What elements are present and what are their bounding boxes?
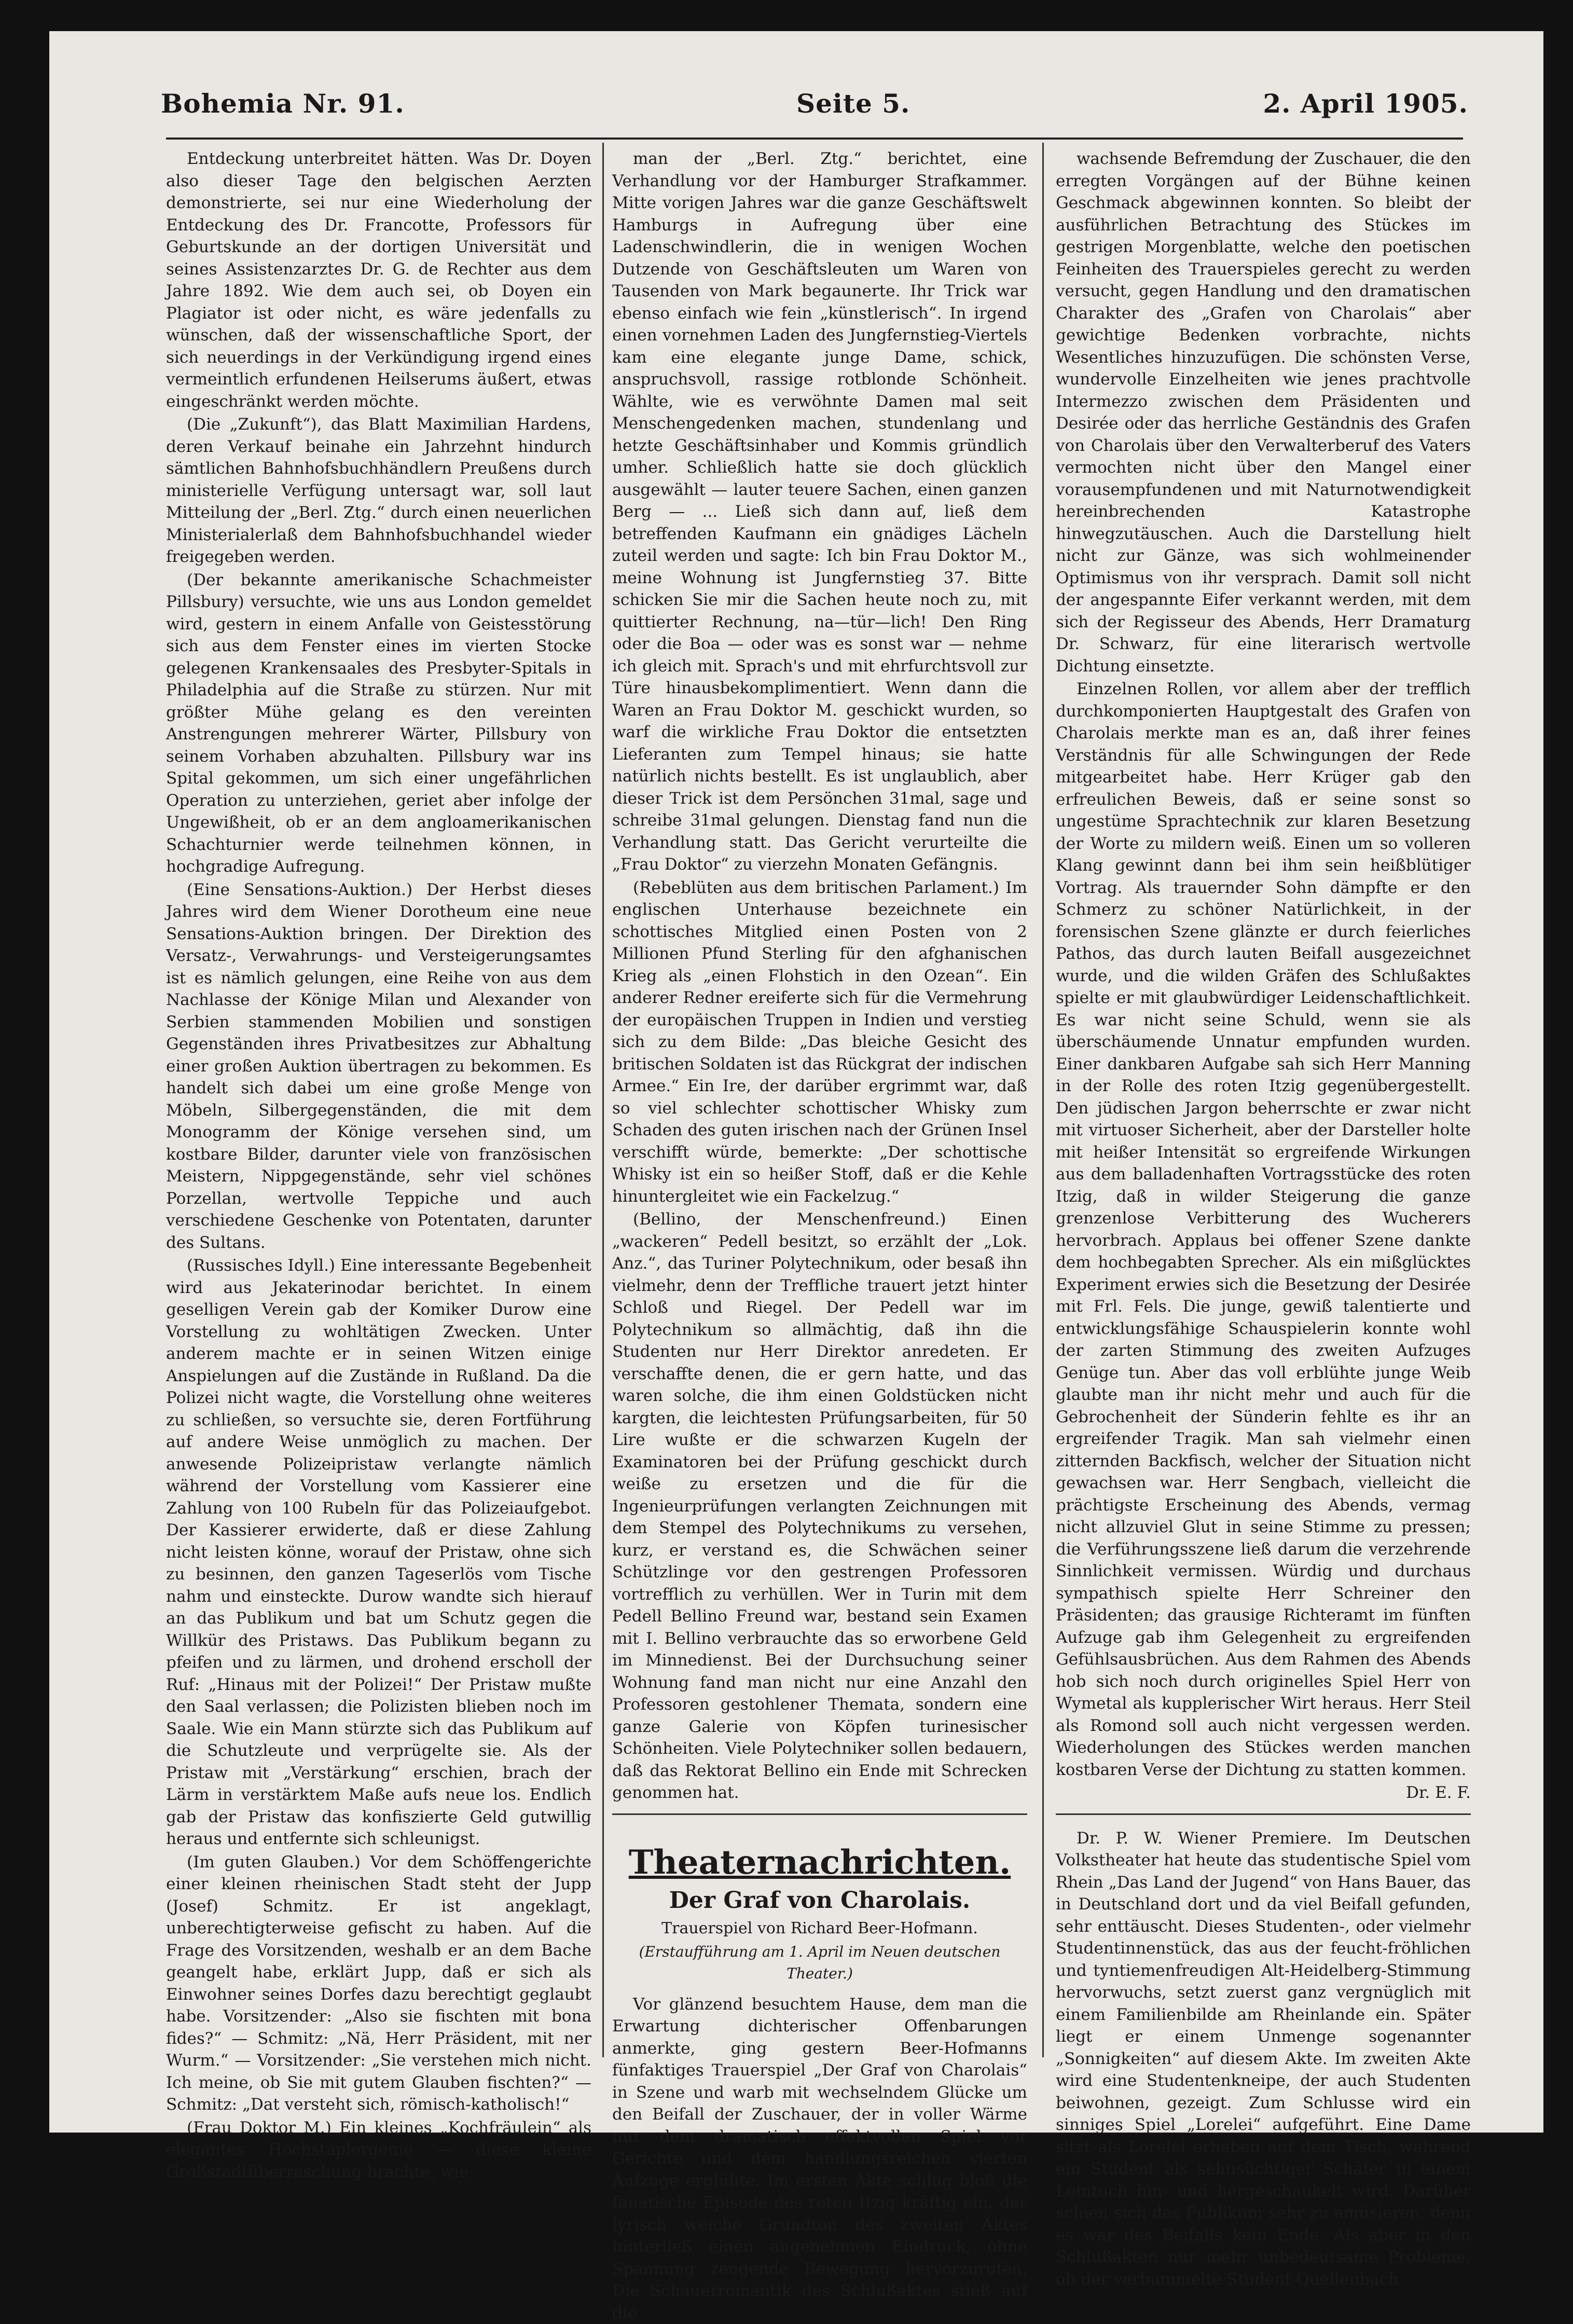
header-page-number: Seite 5. [796,88,910,119]
review-paragraph: Einzelnen Rollen, vor allem aber der trefflich durchkomponierten Hauptgestalt des Grafen von Charolais merkte man es an, daß ihrer feines Verständnis für alle Schwingungen der Rede mitgearbeitet habe. Herr Krüger gab den erfreulichen Beweis, daß er seine sonst so ungestüme Sprachtechnik zur klaren Besetzung der Worte zu mildern weiß. Einen um so volleren Klang gewinnt dann bei ihm sein heißblütiger Vortrag. Als trauernder Sohn dämpfte er den Schmerz zu schöner Natürlichkeit, in der forensischen Szene glänzte er durch feierliches Pathos, das durch lauten Beifall ausgezeichnet wurde, und die wilden Gräfen des Schlußaktes spielte er mit glaubwürdiger Leidenschaftlichkeit. Es war nicht seine Schuld, wenn sie als überschäumende Unnatur empfunden wurden. Einer dankbaren Aufgabe sah sich Herr Manning in der Rolle des roten Itzig gegenübergestellt. Den jüdischen Jargon beherrschte er zwar nicht mit virtuoser Sicherheit, aber der Darsteller holte mit heißer Intensität so ergreifende Wirkungen aus dem balladenhaften Vortragsstücke des roten Itzig, daß in wilder Steigerung die ganze grenzenlose Verbitterung des Wucherers hervorbrach. Applaus bei offener Szene dankte dem hochbegabten Sprecher. Als ein mißglücktes Experiment erwies sich die Besetzung der Desirée mit Frl. Fels. Die junge, gewiß talentierte und entwicklungsfähige Schauspielerin konnte wohl der zarten Stimmung des zweiten Aufzuges Genüge tun. Aber das voll erblühte junge Weib glaubte man ihr nicht mehr und auch für die Gebrochenheit der Sünderin fehlte es ihr an ergreifender Tragik. Man sah vielmehr einen zitternden Backfisch, welcher der Situation nicht gewachsen war. Herr Sengbach, vielleicht die prächtigste Erscheinung des Abends, vermag nicht allzuviel Glut in seine Stimme zu pressen; die Verführungsszene ließ darum die verzehrende Sinnlichkeit vermissen. Würdig und durchaus sympathisch spielte Herr Schreiner den Präsidenten; das grausige Richteramt im fünften Aufzuge gab ihm Gelegenheit zu ergreifenden Gefühlsausbrüchen. Aus dem Rahmen des Abends hob sich noch durch originelles Spiel Herr von Wymetal als kupplerischer Wirt heraus. Herr Steil als Romond soll auch nicht vergessen werden. Wiederholungen des Stückes werden manchen kostbaren Verse der Dichtung zu statten kommen. [1056,678,1471,1781]
article-paragraph: (Rebeblüten aus dem britischen Parlament.) Im englischen Unterhause bezeichnete ein schottisches Mitglied einen Posten von 2 Millionen Pfund Sterling für den afghanischen Krieg als „einen Flohstich in den Ozean“. Ein anderer Redner ereiferte sich für die Vermehrung der europäischen Truppen in Indien und verstieg sich zu dem Bilde: „Das bleiche Gesicht des britischen Soldaten ist das Rückgrat der indischen Armee.“ Ein Ire, der darüber ergrimmt war, daß so viel schlechter schottischer Whisky zum Schaden des guten irischen nach der Grünen Insel verschifft würde, bemerkte: „Der schottische Whisky ist ein so heißer Stoff, daß er die Kehle hinuntergleitet wie ein Fackelzug.“ [612,877,1027,1208]
column-1 [166,148,591,2068]
article-paragraph: man der „Berl. Ztg.“ berichtet, eine Verhandlung vor der Hamburger Strafkammer. Mitte vorigen Jahres war die ganze Geschäftswelt Hamburgs in Aufregung über eine Ladenschwindlerin, die in wenigen Wochen Dutzende von Geschäftsleuten um Waren von Tausenden von Mark begaunerte. Ihr Trick war ebenso einfach wie fein „künstlerisch“. In irgend einen vornehmen Laden des Jungfernstieg-Viertels kam eine elegante junge Dame, schick, anspruchsvoll, rassige rotblonde Schönheit. Wählte, wie es verwöhnte Damen mal seit Menschengedenken machen, stundenlang und hetzte Geschäftsinhaber und Kommis gründlich umher. Schließlich hatte sie doch glücklich ausgewählt — lauter teuere Sachen, einen ganzen Berg — ... Ließ sich dann auf, ließ dem betreffenden Kaufmann ein gnädiges Lächeln zuteil werden und sagte: Ich bin Frau Doktor M., meine Wohnung ist Jungfernstieg 37. Bitte schicken Sie mir die Sachen heute noch zu, mit quittierter Rechnung, na—tür—lich! Den Ring oder die Boa — oder was es sonst war — nehme ich gleich mit. Sprach's und mit ehrfurchtsvoll zur Türe hinausbekomplimentiert. Wenn dann die Waren an Frau Doktor M. geschickt wurden, so warf die wirkliche Frau Doktor die entsetzten Lieferanten zum Tempel hinaus; sie hatte natürlich nichts bestellt. Es ist unglaublich, aber dieser Trick ist dem Persönchen 31mal, sage und schreibe 31mal gelungen. Dienstag fand nun die Verhandlung statt. Das Gericht verurteilte die „Frau Doktor“ zu vierzehn Monaten Gefängnis. [612,148,1027,876]
article-paragraph: (Der bekannte amerikanische Schachmeister Pillsbury) versuchte, wie uns aus London gemeldet wird, gestern in einem Anfalle von Geistesstörung sich aus dem Fenster eines im vierten Stocke gelegenen Krankensaales des Presbyter-Spitals in Philadelphia auf die Straße zu stürzen. Nur mit größter Mühe gelang es den vereinten Anstrengungen mehrerer Wärter, Pillsbury von seinem Vorhaben abzuhalten. Pillsbury war ins Spital gekommen, um sich einer ungefährlichen Operation zu unterziehen, geriet aber infolge der Ungewißheit, ob er an dem angloamerikanischen Schachturnier werde teilnehmen können, in hochgradige Aufregung. [166,569,591,878]
column-2 [612,148,1027,2068]
play-subtitle: Trauerspiel von Richard Beer-Hofmann. [612,1918,1027,1940]
article-paragraph: Dr. P. W. Wiener Premiere. Im Deutschen Volkstheater hat heute das studentische Spiel vom Rhein „Das Land der Jugend“ von Hans Bauer, das in Deutschland dort und da viel Beifall gefunden, sehr enttäuscht. Dieses Studenten-, oder vielmehr Studentinnenstück, das aus der feucht-fröhlichen und tyntiemenfreudigen Alt-Heidelberg-Stimmung hervorwuchs, setzt zuerst ganz vergnüglich mit einem Familienbilde am Rheinlande ein. Später liegt er einem Unmenge sogenannter „Sonnigkeiten“ auf diesem Akte. Im zweiten Akte wird eine Studentenkneipe, der auch Studenten beiwohnen, gezeigt. Zum Schlusse wird ein sinniges Spiel „Lorelei“ aufgeführt. Eine Dame sitzt als Lorelei erhaben auf dem Tisch, während ein Student als sehnsüchtiger Schäfer in einem Leintuch hin- und hergeschaukelt wird. Darüber schien sich das Publikum sehr zu amüsieren, denn es war des Beifalls kein Ende. Als aber in den Schlußakten nur mehr unbedeutsame Probleme, ob der verbummelte Student Quellenbach [1056,1827,1471,2291]
page-header [161,88,1468,135]
play-title: Der Graf von Charolais. [612,1890,1027,1912]
article-paragraph: (Bellino, der Menschenfreund.) Einen „wackeren“ Pedell besitzt, so erzählt der „Lok. Anz.“, das Turiner Polytechnikum, oder besaß ihn vielmehr, denn der Treffliche trauert jetzt hinter Schloß und Riegel. Der Pedell war im Polytechnikum so allmächtig, daß ihn die Studenten nur Herr Direktor anredeten. Er verschaffte denen, die er gern hatte, und das waren solche, die ihm einen Goldstücken nicht kargten, die leichtesten Prüfungsarbeiten, für 50 Lire wußte er die schwarzen Kugeln der Examinatoren bei der Prüfung geschickt durch weiße zu ersetzen und die für die Ingenieurprüfungen verlangten Zeichnungen mit dem Stempel des Polytechnikums zu versehen, kurz, er verstand es, die Schwächen seiner Schützlinge vor den gestrengen Professoren vortrefflich zu verhüllen. Wer in Turin mit dem Pedell Bellino Freund war, bestand sein Examen mit I. Bellino verbrauchte das so erworbene Geld im Minnedienst. Bei der Durchsuchung seiner Wohnung fand man nicht nur eine Anzahl den Professoren gestohlener Themata, sondern eine ganze Galerie von Köpfen turinesischer Schönheiten. Viele Polytechniker sollen bedauern, daß das Rektorat Bellino ein Ende mit Schrecken genommen hat. [612,1208,1027,1804]
article-paragraph: (Im guten Glauben.) Vor dem Schöffengerichte einer kleinen rheinischen Stadt steht der Jupp (Josef) Schmitz. Er ist angeklagt, unberechtigterweise gefischt zu haben. Auf die Frage des Vorsitzenden, weshalb er an dem Bache geangelt habe, erklärt Jupp, daß er sich als Einwohner seines Dorfes dazu berechtigt geglaubt habe. Vorsitzender: „Also sie fischten mit bona fides?“ — Schmitz: „Nä, Herr Präsident, mit ner Wurm.“ — Vorsitzender: „Sie verstehen mich nicht. Ich meine, ob Sie mit gutem Glauben fischten?“ — Schmitz: „Dat versteht sich, römisch-katholisch!“ [166,1851,591,2116]
section-divider [612,1813,1027,1815]
section-divider [1056,1813,1471,1815]
article-paragraph: (Frau Doktor M.) Ein kleines „Kochfräulein“ als elegantes Hochstaplergenie — diese kleine Großstadtüberraschung brachte, wie [166,2117,591,2183]
review-paragraph: wachsende Befremdung der Zuschauer, die den erregten Vorgängen auf der Bühne keinen Geschmack abgewinnen konnten. So bleibt der ausführlichen Betrachtung des Stückes im gestrigen Morgenblatte, welche den poetischen Feinheiten des Trauerspieles gerecht zu werden versucht, gegen Handlung und den dramatischen Charakter des „Grafen von Charolais“ aber gewichtige Bedenken vorbrachte, nichts Wesentliches hinzuzufügen. Die schönsten Verse, wundervolle Einzelheiten wie jenes prachtvolle Intermezzo zwischen dem Präsidenten und Desirée oder das herrliche Geständnis des Grafen von Charolais über den Verwalterberuf des Vaters vermochten nicht über den Mangel einer vorausempfundenen und mit Naturnotwendigkeit hereinbrechenden Katastrophe hinwegzutäuschen. Auch die Darstellung hielt nicht zur Gänze, was sich wohlmeinender Optimismus von ihr versprach. Damit soll nicht der angespannte Eifer verkannt werden, mit dem sich der Regisseur des Abends, Herr Dramaturg Dr. Schwarz, für eine literarisch wertvolle Dichtung einsetzte. [1056,148,1471,677]
theater-heading: Theaternachrichten. [612,1844,1027,1881]
header-date: 2. April 1905. [1263,88,1468,119]
column-3 [1056,148,1471,2068]
review-signature: Dr. E. F. [1056,1782,1471,1804]
play-note: (Erstaufführung am 1. April im Neuen deutschen Theater.) [612,1941,1027,1985]
column-divider [1042,143,1044,2057]
article-paragraph: (Russisches Idyll.) Eine interessante Begebenheit wird aus Jekaterinodar berichtet. In einem geselligen Verein gab der Komiker Durow eine Vorstellung zu wohltätigen Zwecken. Unter anderem machte er in seinen Witzen einige Anspielungen auf die Zustände in Rußland. Da die Polizei nicht wagte, die Vorstellung ohne weiteres zu schließen, so versuchte sie, deren Fortführung auf andere Weise unmöglich zu machen. Der anwesende Polizeipristaw verlangte nämlich während der Vorstellung vom Kassierer eine Zahlung von 100 Rubeln für das Polizeiaufgebot. Der Kassierer erwiderte, daß er diese Zahlung nicht leisten könne, worauf der Pristaw, ohne sich zu besinnen, den ganzen Tageserlös vom Tische nahm und einsteckte. Durow wandte sich hierauf an das Publikum und bat um Schutz gegen die Willkür des Pristaws. Das Publikum begann zu pfeifen und zu lärmen, und drohend erscholl der Ruf: „Hinaus mit der Polizei!“ Der Pristaw mußte den Saal verlassen; die Polizisten blieben noch im Saale. Wie ein Mann stürzte sich das Publikum auf die Schutzleute und verprügelte sie. Als der Pristaw mit „Verstärkung“ erschien, brach der Lärm in verstärktem Maße aufs neue los. Endlich gab der Pristaw das konfiszierte Geld gutwillig heraus und entfernte sich schleunigst. [166,1255,591,1850]
column-divider [602,143,604,2057]
article-paragraph: (Die „Zukunft“), das Blatt Maximilian Hardens, deren Verkauf beinahe ein Jahrzehnt hindurch sämtlichen Bahnhofsbuchhändlern Preußens durch ministerielle Verfügung untersagt war, soll laut Mitteilung der „Berl. Ztg.“ durch einen neuerlichen Ministerialerlaß dem Bahnhofsbuchhandel wieder freigegeben werden. [166,414,591,568]
article-paragraph: (Eine Sensations-Auktion.) Der Herbst dieses Jahres wird dem Wiener Dorotheum eine neue Sensations-Auktion bringen. Der Direktion des Versatz-, Verwahrungs- und Versteigerungsamtes ist es nämlich gelungen, eine Reihe von aus dem Nachlasse der Könige Milan und Alexander von Serbien stammenden Mobilien und sonstigen Gegenständen ihres Privatbesitzes zur Abhaltung einer großen Auktion übertragen zu bekommen. Es handelt sich dabei um eine große Menge von Möbeln, Silbergegenständen, die mit dem Monogramm der Könige versehen sind, um kostbare Bilder, darunter viele von französischen Meistern, Nippgegenstände, sehr viel schönes Porzellan, wertvolle Teppiche und auch verschiedene Geschenke von Potentaten, darunter des Sultans. [166,879,591,1254]
review-paragraph: Vor glänzend besuchtem Hause, dem man die Erwartung dichterischer Offenbarungen anmerkte, ging gestern Beer-Hofmanns fünfaktiges Trauerspiel „Der Graf von Charolais“ in Szene und warb mit wechselndem Glücke um den Beifall der Zuschauer, der in voller Wärme nur dem dramatisch effektvollen Spiel vor Gerichte und dem handlungsreichen vierten Aufzuge erglühte. Im ersten Akte schlug bloß die fanatische Episode des roten Itzig kräftig ein, der lyrisch weiche Grundton des zweiten Aktes hinterließ einen angenehmen Eindruck, ohne Spannung zeugende Bewegung hervorzurufen. Die Schauerromantik des Schlußaktes stieß auf die [612,1993,1027,2324]
header-publication: Bohemia Nr. 91. [161,88,405,119]
article-paragraph: Entdeckung unterbreitet hätten. Was Dr. Doyen also dieser Tage den belgischen Aerzten demonstrierte, sei nur eine Wiederholung der Entdeckung des Dr. Francotte, Professors für Geburtskunde an der dortigen Universität und seines Assistenzarztes Dr. G. de Rechter aus dem Jahre 1892. Wie dem auch sei, ob Doyen ein Plagiator ist oder nicht, es wäre jedenfalls zu wünschen, daß der wissenschaftliche Sport, der sich neuerdings in der Verkündigung irgend eines vermeintlich erfundenen Heilserums äußert, etwas eingeschränkt werden möchte. [166,148,591,412]
newspaper-page [49,31,1543,2133]
header-rule [166,137,1463,140]
